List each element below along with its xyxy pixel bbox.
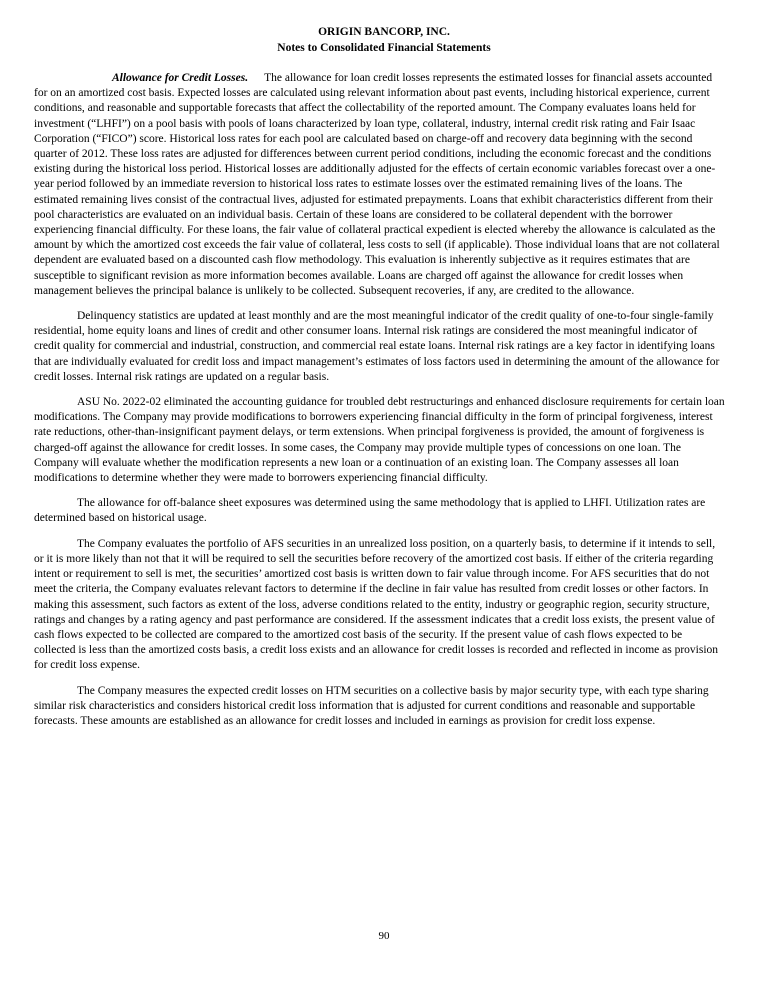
paragraph-text-allowance-for-credit-losses: The allowance for loan credit losses represents the estimated losses for financial assets accounted for on an amortized cost basis. Expected losses are calculated using relevant information about past events, including historical experience, current conditions, and reasonable and supportable forecasts that affect the collectability of the reported amount. The Company evaluates loans held for investment (“LHFI”) on a pool basis with pools of loans characterized by loan type, collateral, industry, internal credit risk rating and Fair Isaac Corporation (“FICO”) score. Historical loss rates for each pool are calculated based on charge-off and recovery data beginning with the second quarter of 2012. These loss rates are adjusted for differences between current period conditions, including the economic forecast and the conditions existing during the historical loss period. Historical losses are additionally adjusted for the effects of certain economic variables forecast over a one-year period followed by an immediate reversion to historical loss rates to estimate losses over the estimated remaining lives of the loans. The estimated remaining lives consist of the contractual lives, adjusted for estimated prepayments. Loans that exhibit characteristics different from their pool characteristics are evaluated on an individual basis. Certain of these loans are considered to be collateral dependent with the borrower experiencing financial difficulty. For these loans, the fair value of collateral practical expedient is elected whereby the allowance is calculated as the amount by which the amortized cost exceeds the fair value of collateral, less costs to sell (if applicable). Those individual loans that are not collateral dependent are evaluated based on a discounted cash flow methodology. This evaluation is inherently subjective as it requires estimates that are susceptible to significant revision as more information becomes available. Loans are charged off against the allowance for credit losses when management believes the principal balance is unlikely to be collected. Subsequent recoveries, if any, are credited to the allowance. xyxy=(34,72,720,297)
paragraph-delinquency-statistics: Delinquency statistics are updated at least monthly and are the most meaningful indicator of the credit quality of one-to-four single-family residential, home equity loans and lines of credit and other consumer loans. Internal risk ratings are considered the most meaningful indicator of credit quality for commercial and industrial, construction, and commercial real estate loans. Internal risk ratings are a key factor in identifying loans that are individually evaluated for credit loss and impact management’s estimates of loss factors used in determining the amount of the allowance for credit losses. Internal risk ratings are updated on a regular basis. xyxy=(34,310,720,383)
document-subtitle: Notes to Consolidated Financial Statements xyxy=(277,41,491,54)
run-in-heading-allowance-for-credit-losses: Allowance for Credit Losses. xyxy=(112,72,249,84)
paragraph-htm-securities-credit-losses: The Company measures the expected credit losses on HTM securities on a collective basis by major security type, with each type sharing similar risk characteristics and considers historical credit loss information that is adjusted for current conditions and reasonable and supportable forecasts. These amounts are established as an allowance for credit losses and included in earnings as provision for credit loss expense. xyxy=(34,684,709,727)
paragraph-allowance-for-credit-losses xyxy=(34,71,726,299)
document-header xyxy=(0,0,768,56)
document-body xyxy=(34,71,726,729)
company-name: ORIGIN BANCORP, INC. xyxy=(318,26,450,38)
paragraph-afs-securities-evaluation: The Company evaluates the portfolio of AFS securities in an unrealized loss position, on a quarterly basis, to determine if it intends to sell, or it is more likely than not that it will be required to sell the securities before recovery of the amortized cost basis. If either of the criteria regarding intent or requirement to sell is met, the securities’ amortized cost basis is written down to fair value through income. For AFS securities that do not meet the criteria, the Company evaluates relevant factors to determine if the decline in fair value has resulted from credit losses or other factors. In making this assessment, such factors as extent of the loss, adverse conditions related to the entity, industry or geographic region, security structure, ratings and changes by a rating agency and past performance are considered. If the assessment indicates that a credit loss exists, the present value of cash flows expected to be collected are compared to the amortized cost basis of the security. If the present value of cash flows expected to be collected is less than the amortized costs basis, a credit loss exists and an allowance for credit losses is recorded and reflected in income as provision for credit loss expense. xyxy=(34,537,719,672)
paragraph-off-balance-sheet-exposures: The allowance for off-balance sheet exposures was determined using the same methodology that is applied to LHFI. Utilization rates are determined based on historical usage. xyxy=(34,497,706,525)
paragraph-asu-2022-02-modifications: ASU No. 2022-02 eliminated the accounting guidance for troubled debt restructurings and enhanced disclosure requirements for certain loan modifications. The Company may provide modifications to borrowers experiencing financial difficulty in the form of principal forgiveness, interest rate reductions, other-than-insignificant payment delays, or term extensions. When principal forgiveness is provided, the amount of forgiveness is charged-off against the allowance for credit losses. In some cases, the Company may provide multiple types of concessions on one loan. The Company will evaluate whether the modification represents a new loan or a continuation of an existing loan. The Company assesses all loan modifications to determine whether they were made to borrowers experiencing financial difficulty. xyxy=(34,396,725,485)
page-number: 90 xyxy=(378,930,390,942)
